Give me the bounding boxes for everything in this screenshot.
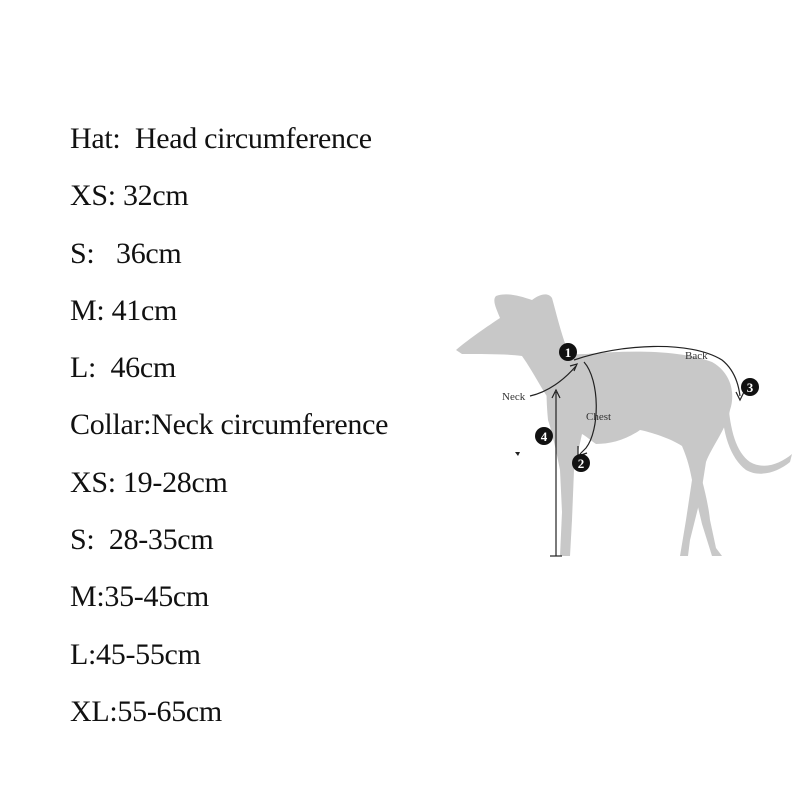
collar-size-s: S: 28-35cm xyxy=(70,523,214,557)
greyhound-silhouette-icon xyxy=(456,294,792,556)
marker-1 xyxy=(559,343,577,361)
dog-measurement-diagram xyxy=(440,270,800,570)
marker-2 xyxy=(572,454,590,472)
marker-3-number: 3 xyxy=(746,380,754,395)
hat-size-xs: XS: 32cm xyxy=(70,179,189,213)
hat-size-s: S: 36cm xyxy=(70,236,182,270)
hat-size-m: M: 41cm xyxy=(70,293,178,327)
neck-label: Neck xyxy=(502,391,526,403)
collar-size-m: M:35-45cm xyxy=(70,580,209,614)
hat-heading: Hat: Head circumference xyxy=(70,122,372,155)
hat-size-l: L: 46cm xyxy=(70,351,176,385)
collar-size-xs: XS: 19-28cm xyxy=(70,465,228,499)
collar-heading: Collar:Neck circumference xyxy=(70,408,389,442)
marker-3 xyxy=(741,378,759,396)
back-label: Back xyxy=(685,350,708,362)
collar-size-l: L:45-55cm xyxy=(70,637,201,671)
marker-4 xyxy=(535,427,553,445)
chest-label: Chest xyxy=(586,411,612,423)
collar-size-xl: XL:55-65cm xyxy=(70,694,222,728)
marker-4-number: 4 xyxy=(540,429,548,444)
marker-2-number: 2 xyxy=(577,456,585,471)
marker-1-number: 1 xyxy=(564,345,572,360)
size-chart xyxy=(70,110,388,740)
